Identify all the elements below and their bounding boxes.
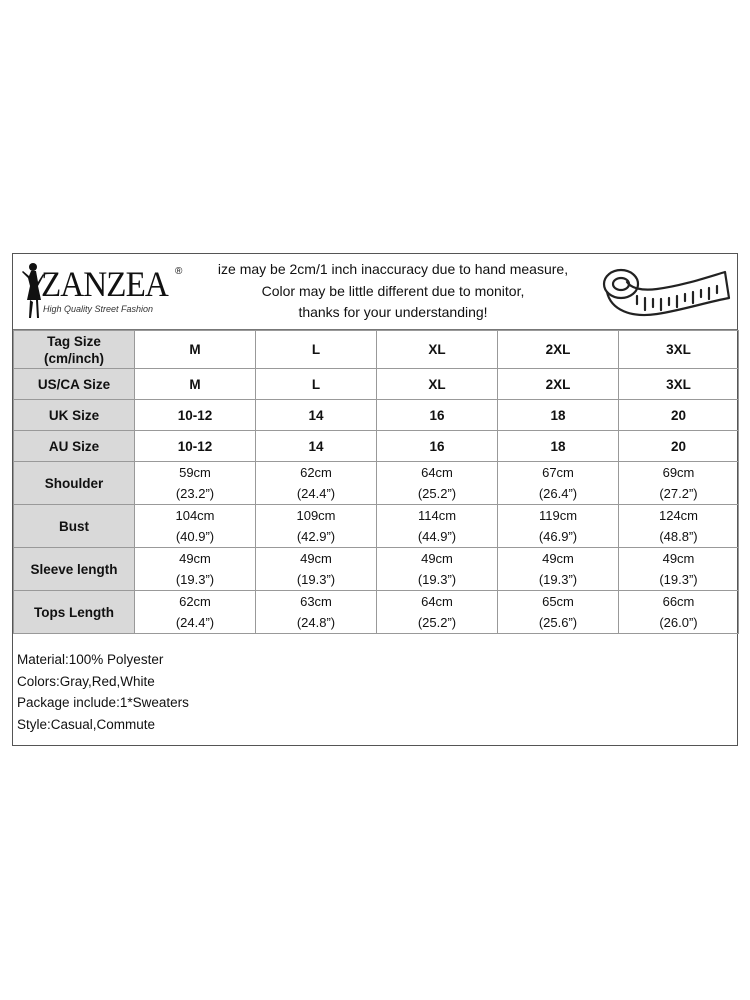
row-header: Tops Length [14, 591, 135, 634]
table-cell: 49cm (19.3”) [256, 548, 377, 591]
table-cell: 49cm (19.3”) [135, 548, 256, 591]
table-cell: 10-12 [135, 400, 256, 431]
table-cell: 114cm (44.9”) [377, 505, 498, 548]
table-cell: 65cm (25.6”) [498, 591, 619, 634]
brand-tagline: High Quality Street Fashion [43, 304, 154, 314]
table-cell: 109cm (42.9”) [256, 505, 377, 548]
table-cell: 64cm (25.2”) [377, 462, 498, 505]
material-text: Material:100% Polyester [17, 652, 164, 667]
measuring-tape-icon [597, 258, 733, 324]
table-cell: 119cm (46.9”) [498, 505, 619, 548]
table-cell: 16 [377, 431, 498, 462]
table-cell: 3XL [619, 331, 739, 369]
row-header: Bust [14, 505, 135, 548]
size-table [13, 330, 739, 634]
table-cell: 49cm (19.3”) [619, 548, 739, 591]
table-cell: 18 [498, 400, 619, 431]
table-cell: 14 [256, 400, 377, 431]
row-header: Shoulder [14, 462, 135, 505]
table-cell: M [135, 369, 256, 400]
row-header: Tag Size (cm/inch) [14, 331, 135, 369]
registered-mark: ® [175, 266, 183, 277]
table-cell: 62cm (24.4”) [135, 591, 256, 634]
table-cell: XL [377, 369, 498, 400]
table-cell: 49cm (19.3”) [377, 548, 498, 591]
table-row [14, 400, 739, 431]
table-cell: 64cm (25.2”) [377, 591, 498, 634]
table-cell: 16 [377, 400, 498, 431]
package-text: Package include:1*Sweaters [17, 695, 189, 710]
table-cell: 20 [619, 431, 739, 462]
table-cell: XL [377, 331, 498, 369]
notice-line: thanks for your understanding! [298, 304, 488, 320]
table-cell: 104cm (40.9”) [135, 505, 256, 548]
table-cell: 3XL [619, 369, 739, 400]
table-cell: 59cm (23.2”) [135, 462, 256, 505]
table-row [14, 431, 739, 462]
table-cell: 2XL [498, 369, 619, 400]
table-cell: L [256, 369, 377, 400]
table-cell: 67cm (26.4”) [498, 462, 619, 505]
table-cell: 49cm (19.3”) [498, 548, 619, 591]
table-cell: 20 [619, 400, 739, 431]
notice-line: ize may be 2cm/1 inch inaccuracy due to hand measure, [217, 261, 569, 277]
table-cell: 18 [498, 431, 619, 462]
row-header: UK Size [14, 400, 135, 431]
table-cell: M [135, 331, 256, 369]
notice-line: Color may be little different due to monitor, [261, 282, 525, 299]
row-header: Sleeve length [14, 548, 135, 591]
chart-header [13, 254, 737, 330]
table-row [14, 369, 739, 400]
table-cell: 69cm (27.2”) [619, 462, 739, 505]
table-cell: 10-12 [135, 431, 256, 462]
row-header: AU Size [14, 431, 135, 462]
size-chart [12, 253, 738, 746]
table-row [14, 331, 739, 369]
table-cell: 124cm (48.8”) [619, 505, 739, 548]
table-cell: 14 [256, 431, 377, 462]
colors-text: Colors:Gray,Red,White [17, 673, 155, 689]
table-cell: 2XL [498, 331, 619, 369]
row-header: US/CA Size [14, 369, 135, 400]
table-cell: L [256, 331, 377, 369]
style-text: Style:Casual,Commute [17, 716, 156, 732]
table-cell: 63cm (24.8”) [256, 591, 377, 634]
table-cell: 66cm (26.0”) [619, 591, 739, 634]
table-row [14, 591, 739, 634]
measurement-notice [193, 259, 593, 324]
product-info [17, 649, 189, 735]
table-row [14, 548, 739, 591]
table-row [14, 462, 739, 505]
brand-name: ZANZEA [41, 264, 168, 304]
table-cell: 62cm (24.4”) [256, 462, 377, 505]
table-row [14, 505, 739, 548]
brand-logo [19, 260, 193, 322]
